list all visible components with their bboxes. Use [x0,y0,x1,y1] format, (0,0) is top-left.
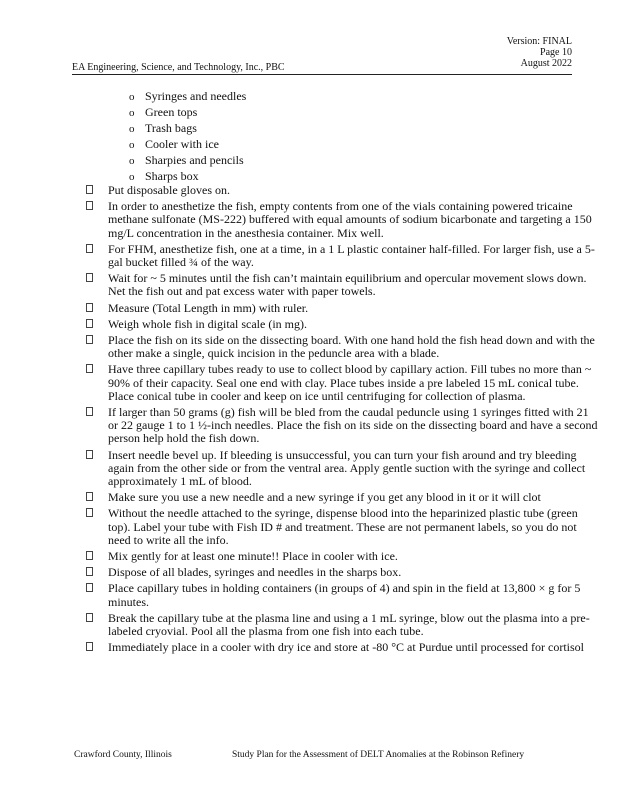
box-bullet-icon [86,335,93,344]
supply-item: o Trash bags [129,121,197,135]
list-item: Break the capillary tube at the plasma line and using a 1 mL syringe, blow out the plasma into a pre-labeled cryovial. Pool all the plasma from one fish into each tube. [86,612,598,638]
circle-bullet-icon: o [129,123,135,135]
supply-item: o Green tops [129,105,198,119]
footer-location: Crawford County, Illinois [74,750,172,760]
circle-bullet-icon: o [129,91,135,103]
list-item: Place capillary tubes in holding containers (in groups of 4) and spin in the field at 13,800 × g for 5 minutes. [86,582,598,608]
supply-item: o Sharps box [129,169,199,183]
box-bullet-icon [86,642,93,651]
list-item: Insert needle bevel up. If bleeding is unsuccessful, you can turn your fish around and try bleeding again from the other side or from the ventral area. Apply gentle suction with the syringe and collect approximately 1 mL of blood. [86,449,598,489]
list-item: Without the needle attached to the syringe, dispense blood into the heparinized plastic tube (green top). Label your tube with Fish ID # and treatment. These are not permanent labels, so you do not need to write all the info. [86,507,598,547]
box-bullet-icon [86,492,93,501]
box-bullet-icon [86,567,93,576]
box-bullet-icon [86,185,93,194]
box-bullet-icon [86,450,93,459]
list-item: Weigh whole fish in digital scale (in mg). [86,318,598,331]
box-bullet-icon [86,508,93,517]
list-item: If larger than 50 grams (g) fish will be bled from the caudal peduncle using 1 syringes fitted with 21 or 22 gauge 1 to 1 ½-inch needles. Place the fish on its side on the dissecting board and have a second person help hold the fish down. [86,406,598,446]
document-date: August 2022 [520,58,572,69]
list-item: In order to anesthetize the fish, empty contents from one of the vials containing powered tricaine methane sulfonate (MS-222) buffered with equal amounts of sodium bicarbonate and targeting a 150 mg/L concentration in the anesthesia container. Mix well. [86,200,598,240]
circle-bullet-icon: o [129,155,135,167]
box-bullet-icon [86,201,93,210]
supply-item: o Cooler with ice [129,137,219,151]
version-label: Version: FINAL [506,36,572,47]
supplies-list [129,88,246,184]
box-bullet-icon [86,407,93,416]
header-rule [72,74,572,75]
list-item: Put disposable gloves on. [86,184,598,197]
box-bullet-icon [86,303,93,312]
box-bullet-icon [86,613,93,622]
supply-item: o Syringes and needles [129,89,247,103]
list-item: Have three capillary tubes ready to use to collect blood by capillary action. Fill tubes no more than ~ 90% of their capacity. Seal one end with clay. Place tubes inside a pre labeled 15 mL conical tube. Place conical tube in cooler and keep on ice until centrifuging for collection of plasma. [86,363,598,403]
box-bullet-icon [86,364,93,373]
circle-bullet-icon: o [129,107,135,119]
list-item: For FHM, anesthetize fish, one at a time, in a 1 L plastic container half-filled. For larger fish, use a 5-gal bucket filled ¾ of the way. [86,243,598,269]
box-bullet-icon [86,319,93,328]
list-item: Place the fish on its side on the dissecting board. With one hand hold the fish head down and with the other make a single, quick incision in the peduncle area with a blade. [86,334,598,360]
box-bullet-icon [86,583,93,592]
box-bullet-icon [86,244,93,253]
company-name: EA Engineering, Science, and Technology, Inc., PBC [72,62,285,73]
page-number: Page 10 [540,47,572,58]
circle-bullet-icon: o [129,171,135,183]
header-right [507,36,572,69]
box-bullet-icon [86,551,93,560]
list-item: Mix gently for at least one minute!! Place in cooler with ice. [86,550,598,563]
list-item: Wait for ~ 5 minutes until the fish can’t maintain equilibrium and opercular movement slows down. Net the fish out and pat excess water with paper towels. [86,272,598,298]
circle-bullet-icon: o [129,139,135,151]
list-item: Immediately place in a cooler with dry ice and store at -80 °C at Purdue until processed for cortisol [86,641,598,654]
list-item: Dispose of all blades, syringes and needles in the sharps box. [86,566,598,579]
list-item: Measure (Total Length in mm) with ruler. [86,302,598,315]
footer-title: Study Plan for the Assessment of DELT Anomalies at the Robinson Refinery [232,750,525,760]
list-item: Make sure you use a new needle and a new syringe if you get any blood in it or it will clot [86,491,598,504]
procedure-steps [86,184,598,658]
supply-item: o Sharpies and pencils [129,153,244,167]
box-bullet-icon [86,273,93,282]
